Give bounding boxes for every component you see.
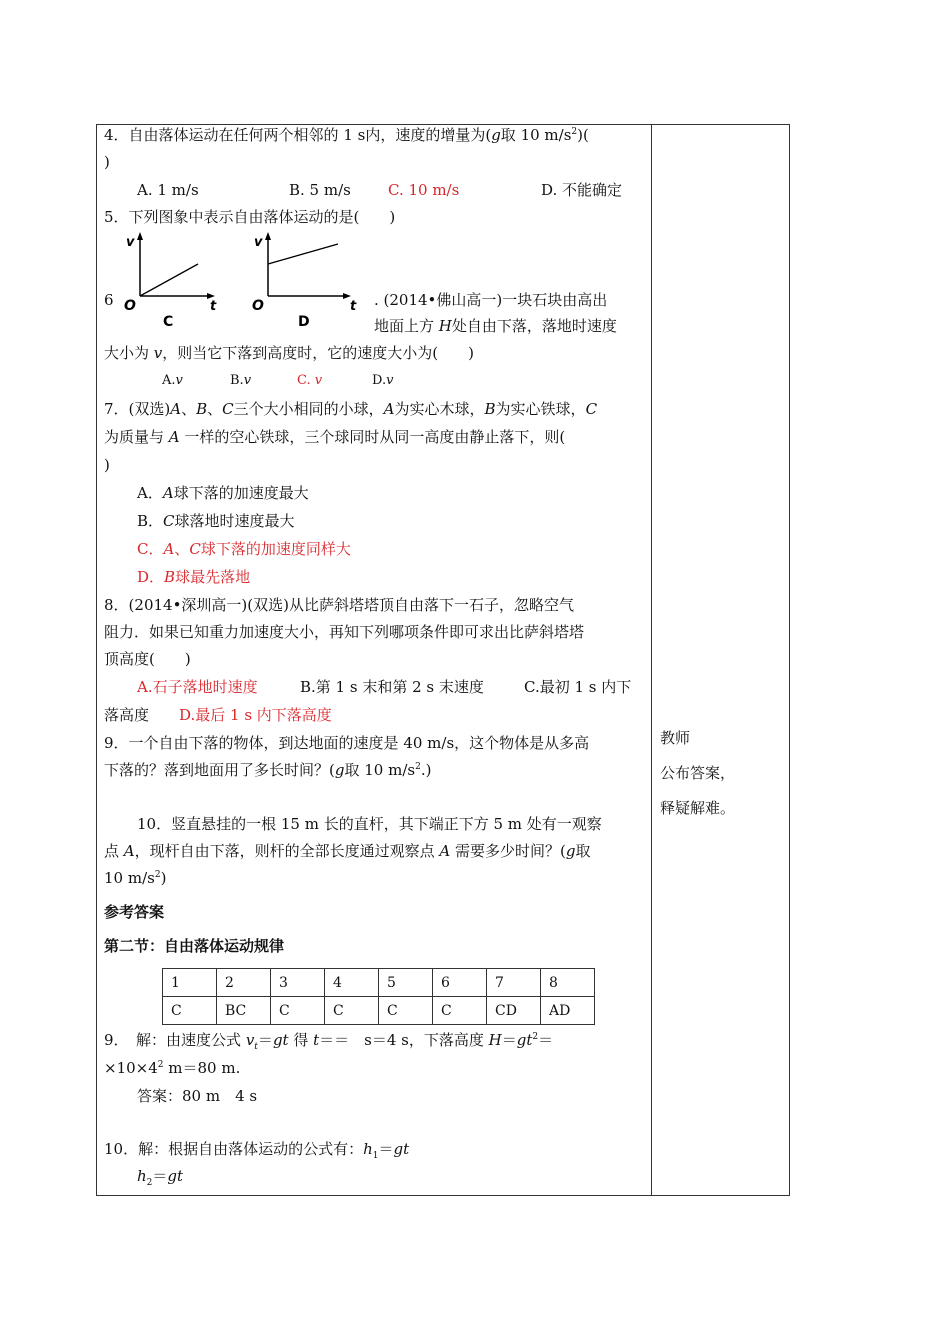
q8-line3: 顶高度( ) — [104, 650, 191, 668]
answer-header-cell: 1 — [163, 969, 217, 997]
q10-line2: 点 A，现杆自由下落，则杆的全部长度通过观察点 A 需要多少时间？(g取 — [104, 842, 591, 860]
answer-header-cell: 5 — [379, 969, 433, 997]
q6-option-b: B.v — [230, 373, 252, 388]
answer-value-cell: AD — [541, 997, 595, 1025]
q4-option-c: C. 10 m/s — [388, 181, 460, 199]
side-note-line3: 释疑解难。 — [660, 799, 736, 817]
answer-value-cell: C — [325, 997, 379, 1025]
q8-line1: 8．(2014•深圳高一)(双选)从比萨斜塔塔顶自由落下一石子，忽略空气 — [104, 596, 574, 614]
answer-header-cell: 3 — [271, 969, 325, 997]
q7-option-d: D．B球最先落地 — [137, 568, 251, 586]
column-divider — [651, 124, 652, 1196]
q8-line2: 阻力．如果已知重力加速度大小，再知下列哪项条件即可求出比萨斜塔塔 — [104, 623, 585, 641]
solution9-line2: $\times 10\times 4^2$ m＝80 m. — [104, 1059, 241, 1077]
graph-c-label: C — [163, 314, 174, 330]
answer-header-cell: 4 — [325, 969, 379, 997]
answer-value-cell: BC — [217, 997, 271, 1025]
answer-header-cell: 6 — [433, 969, 487, 997]
reference-answer-title: 参考答案 — [104, 903, 165, 921]
q8-option-c: C.最初 1 s 内下 — [524, 678, 632, 696]
q7-line3: ) — [104, 456, 110, 474]
q4-line1: 4．自由落体运动在任何两个相邻的 1 s内，速度的增量为(g取 10 $m/s^2$)( — [104, 126, 589, 144]
solution10-line2: $h_2=gt$ — [137, 1167, 184, 1188]
answer-header-cell: 8 — [541, 969, 595, 997]
q10-line3: 10 $m/s^2$) — [104, 869, 167, 887]
graph-c-origin: O — [124, 298, 136, 314]
graph-c-axis-t: t — [210, 299, 217, 314]
answer-table — [162, 968, 595, 1025]
q9-line1: 9．一个自由下落的物体，到达地面的速度是 40 m/s，这个物体是从多高 — [104, 734, 590, 752]
answer-header-cell: 2 — [217, 969, 271, 997]
q7-line2: 为质量与 A 一样的空心铁球，三个球同时从同一高度由静止落下，则( — [104, 428, 566, 446]
graph-c-axis-v: v — [126, 235, 135, 250]
answer-header-cell: 7 — [487, 969, 541, 997]
q4-option-a: A. 1 m/s — [137, 181, 199, 199]
q5-question: 5．下列图象中表示自由落体运动的是( ) — [104, 208, 396, 226]
q9-line2: 下落的？落到地面用了多长时间？(g取 10 $m/s^2$.) — [104, 761, 432, 779]
q4-option-b: B. 5 m/s — [289, 181, 351, 199]
q8-option-b: B.第 1 s 末和第 2 s 末速度 — [300, 678, 484, 696]
graph-d — [246, 230, 366, 330]
q6-option-a: A.v — [162, 373, 183, 388]
q4-line2: ) — [104, 153, 110, 171]
section-title: 第二节：自由落体运动规律 — [104, 937, 285, 955]
solution10-line1: 10．解：根据自由落体运动的公式有：$h_1=gt$ — [104, 1140, 410, 1161]
answer-value-cell: C — [433, 997, 487, 1025]
answer-table-value-row — [163, 997, 595, 1025]
q6-number: 6 — [104, 291, 114, 309]
graph-c — [118, 230, 228, 330]
q6-option-d: D.v — [372, 373, 394, 388]
q6-option-c: C. v — [297, 373, 323, 388]
answer-table-header-row — [163, 969, 595, 997]
graph-d-axis-t: t — [350, 299, 357, 314]
q6-line3: 大小为 v，则当它下落到高度时，它的速度大小为( ) — [104, 344, 474, 362]
q8-option-d: D.最后 1 s 内下落高度 — [179, 706, 332, 724]
q4-option-d: D. 不能确定 — [541, 181, 623, 199]
q8-option-c-cont: 落高度 — [104, 706, 150, 724]
q7-option-a: A．A球下落的加速度最大 — [137, 484, 309, 502]
q7-option-c: C．A、C球下落的加速度同样大 — [137, 540, 351, 558]
solution9-answer: 答案：80 m 4 s — [137, 1087, 258, 1105]
q6-line1: . (2014•佛山高一)一块石块由高出 — [374, 291, 608, 309]
q8-option-a: A.石子落地时速度 — [137, 678, 258, 696]
answer-value-cell: C — [379, 997, 433, 1025]
answer-value-cell: C — [271, 997, 325, 1025]
q6-line2: 地面上方 H处自由下落，落地时速度 — [374, 317, 617, 335]
answer-value-cell: C — [163, 997, 217, 1025]
graph-d-axis-v: v — [254, 235, 263, 250]
solution9-line1: 9． 解：由速度公式 $v_t=gt$ 得 t＝＝ s＝4 s，下落高度 $H=gt^2=$ — [104, 1031, 554, 1052]
q10-line1: 10．竖直悬挂的一根 15 m 长的直杆，其下端正下方 5 m 处有一观察 — [137, 815, 602, 833]
side-note-line2: 公布答案， — [660, 764, 736, 782]
side-note-line1: 教师 — [660, 729, 691, 747]
graph-d-label: D — [298, 314, 310, 330]
q7-option-b: B．C球落地时速度最大 — [137, 512, 295, 530]
q7-line1: 7．(双选)A、B、C三个大小相同的小球，A为实心木球，B为实心铁球，C — [104, 400, 598, 418]
answer-value-cell: CD — [487, 997, 541, 1025]
graph-d-origin: O — [252, 298, 264, 314]
